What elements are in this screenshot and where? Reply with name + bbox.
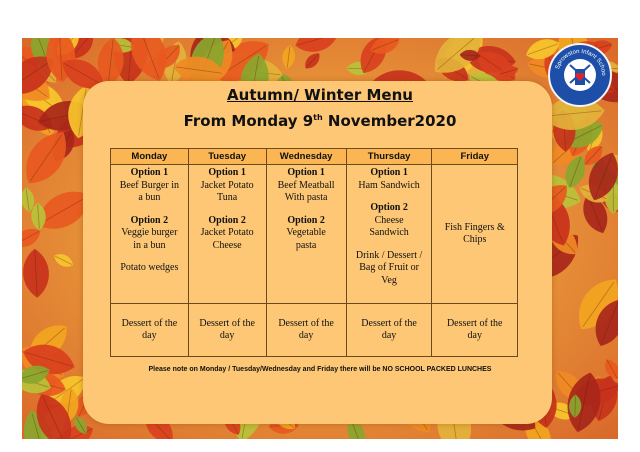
- header-friday: Friday: [432, 149, 518, 165]
- packed-lunch-note: Please note on Monday / Tuesday/Wednesday and Friday there will be NO SCHOOL PACKED LUNCHES: [148, 366, 492, 373]
- cell-wednesday-dessert: Dessert of the day: [266, 304, 346, 357]
- cell-wednesday-main: Option 1 Beef Meatball With pasta Option 2 Vegetable pasta: [266, 165, 346, 304]
- table-row-mains: [111, 165, 518, 304]
- cell-tuesday-dessert: Dessert of the day: [188, 304, 266, 357]
- menu-table: [110, 148, 518, 357]
- header-tuesday: Tuesday: [188, 149, 266, 165]
- menu-subtitle: From Monday 9th November2020: [183, 112, 457, 130]
- table-header-row: [111, 149, 518, 165]
- cell-thursday-main: Option 1 Ham Sandwich Option 2 Cheese Sandwich Drink / Dessert / Bag of Fruit or Veg: [346, 165, 432, 304]
- menu-title: Autumn/ Winter Menu: [227, 86, 413, 104]
- cell-tuesday-main: Option 1 Jacket Potato Tuna Option 2 Jacket Potato Cheese: [188, 165, 266, 304]
- school-crest-icon: [548, 43, 612, 107]
- header-wednesday: Wednesday: [266, 149, 346, 165]
- school-name: Sprowston Infant Schoo: [554, 48, 607, 76]
- cell-friday-main: Fish Fingers & Chips: [432, 165, 518, 304]
- menu-poster: [22, 38, 618, 439]
- cell-friday-dessert: Dessert of the day: [432, 304, 518, 357]
- table-row-desserts: [111, 304, 518, 357]
- header-thursday: Thursday: [346, 149, 432, 165]
- cell-monday-main: Option 1 Beef Burger in a bun Option 2 Veggie burger in a bun Potato wedges: [111, 165, 189, 304]
- cell-monday-dessert: Dessert of the day: [111, 304, 189, 357]
- header-monday: Monday: [111, 149, 189, 165]
- cell-thursday-dessert: Dessert of the day: [346, 304, 432, 357]
